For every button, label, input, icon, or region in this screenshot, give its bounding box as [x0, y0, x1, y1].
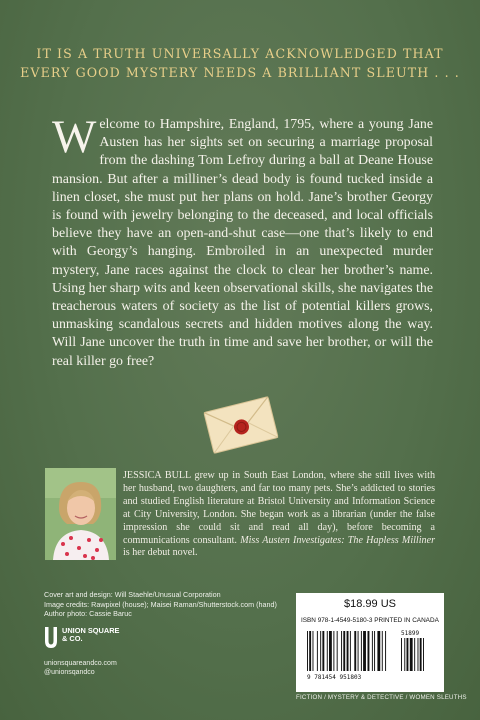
- book-blurb: [52, 111, 433, 371]
- barcode-bar: [309, 631, 311, 671]
- barcode-bar: [337, 631, 338, 671]
- barcode-bar: [374, 631, 375, 671]
- author-bio-text: grew up in South East London, where she still lives with her husband, two daughters, and far too many pets. She’s addicted to stories and studied English literature at Bristol University and Information Science at City University, London. She began work as a librarian (under the false impression she could sit and read all day), before becoming a communications consultant.: [123, 470, 435, 546]
- barcode-bar: [320, 631, 321, 671]
- barcode-bar: [368, 631, 370, 671]
- barcode-bar: [329, 631, 332, 671]
- sealed-envelope-icon: [198, 392, 284, 458]
- isbn-barcode: [301, 629, 439, 681]
- cover-credits: [44, 590, 277, 619]
- barcode-bar: [377, 631, 380, 671]
- barcode-bar: [307, 631, 308, 671]
- tagline-line-2: EVERY GOOD MYSTERY NEEDS A BRILLIANT SLEUTH . . .: [20, 65, 460, 80]
- barcode-addon-bar: [414, 638, 415, 671]
- barcode-bar: [333, 631, 334, 671]
- publisher-name: [62, 627, 122, 643]
- barcode-bar: [363, 631, 366, 671]
- barcode-bar: [313, 631, 314, 671]
- barcode-bar: [317, 631, 318, 671]
- publisher-name-line-1: UNION SQUARE: [62, 626, 120, 635]
- image-credit: Image credits: Rawpixel (house); Maisei Raman/Shutterstock.com (hand): [44, 599, 277, 609]
- barcode-addon-bar: [404, 638, 405, 671]
- author-bio-ending: is her debut novel.: [123, 547, 198, 559]
- barcode-bar: [341, 631, 342, 671]
- barcode-bar: [382, 631, 383, 671]
- blurb-text: elcome to Hampshire, England, 1795, where a young Jane Austen has her sights set on securing a marriage proposal from the dashing Tom Lefroy during a ball at Deane House mansion. But after a milliner’s dead body is found tucked inside a linen closet, she must put her plans on hold. Jane’s brother Georgy is found with jewelry belonging to the deceased, and local officials believe they have an open-and-shut case—one that’s likely to end with Georgy’s hanging. Embroiled in an unexpected murder mystery, Jane races against the clock to clear her brother’s name. Using her sharp wits and keen observational skills, she navigates the treacherous waters of society as the list of potential killers grows, unmasking scandalous secrets and hidden motives along the way. Will Jane uncover the truth in time and save her brother, or will the real killer go free?: [52, 117, 433, 369]
- publisher-contact: [44, 660, 117, 678]
- barcode-bar: [361, 631, 362, 671]
- barcode-addon-bar: [407, 638, 409, 671]
- barcode-bar: [385, 631, 386, 671]
- author-photo-credit: Author photo: Cassie Baruc: [44, 609, 132, 619]
- printed-in: PRINTED IN CANADA: [374, 617, 439, 624]
- barcode-bar: [322, 631, 324, 671]
- cover-art-credit: Cover art and design: Will Staehle/Unusual Corporation: [44, 590, 221, 599]
- barcode-addon-bar: [410, 638, 413, 671]
- barcode-addon-bar: [418, 638, 419, 671]
- barcode-addon-bar: [420, 638, 422, 671]
- bisac-category: FICTION / MYSTERY & DETECTIVE / WOMEN SLEUTHS: [296, 694, 467, 701]
- barcode-bar: [372, 631, 373, 671]
- barcode-bar: [327, 631, 328, 671]
- barcode-addon-bar: [423, 638, 424, 671]
- author-bio: [123, 470, 435, 560]
- author-portrait-image: [45, 468, 116, 560]
- author-name: JESSICA BULL: [123, 470, 191, 481]
- barcode-price-code: 51899: [401, 630, 420, 637]
- barcode-box: [296, 593, 444, 692]
- barcode-bar: [350, 631, 351, 671]
- back-cover-tagline: [20, 44, 460, 82]
- publisher-website: unionsquareandco.com: [44, 660, 117, 667]
- blurb-dropcap: W: [52, 111, 97, 163]
- barcode-addon-bar: [401, 638, 402, 671]
- publisher-logo: [44, 626, 154, 652]
- isbn-number: ISBN 978-1-4549-5180-3: [301, 617, 373, 624]
- tagline-line-1: IT IS A TRUTH UNIVERSALLY ACKNOWLEDGED THAT: [36, 46, 444, 61]
- barcode-digits: 9 781454 951803: [307, 674, 362, 681]
- barcode-bar: [354, 631, 356, 671]
- publisher-handle: @unionsqandco: [44, 668, 95, 676]
- isbn-line: [301, 617, 441, 624]
- publisher-name-line-2: & CO.: [62, 634, 83, 644]
- union-square-logo-icon: [44, 626, 58, 650]
- barcode-bar: [347, 631, 349, 671]
- author-photo: [45, 468, 116, 560]
- book-title: Miss Austen Investigates: The Hapless Milliner: [240, 534, 435, 546]
- barcode-bar: [358, 631, 359, 671]
- price-label: $18.99 US: [344, 598, 396, 610]
- barcode-bar: [343, 631, 345, 671]
